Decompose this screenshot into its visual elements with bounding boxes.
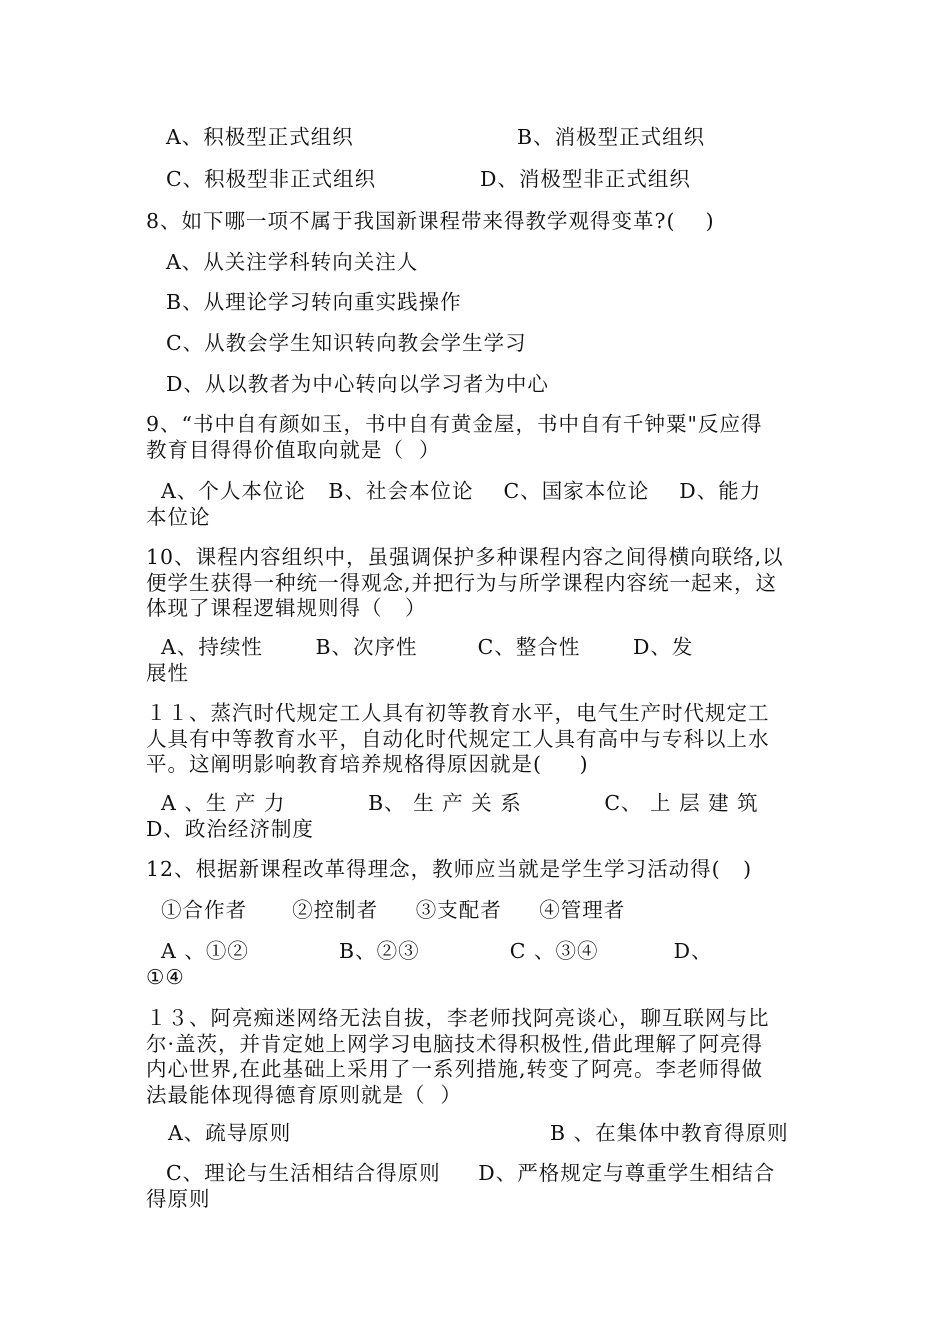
q13-option-c-d-line1: C、理论与生活相结合得原则 D、严格规定与尊重学生相结合 <box>166 1161 776 1185</box>
q11-stem-line1: １１、蒸汽时代规定工人具有初等教育水平，电气生产时代规定工 <box>146 701 770 725</box>
q7-option-c: C、积极型非正式组织 <box>166 167 377 191</box>
q8-option-c: C、从教会学生知识转向教会学生学习 <box>166 331 527 355</box>
q12-options-line1: A 、①② B、②③ C 、③④ D、 <box>146 939 713 963</box>
q13-stem-line3: 内心世界,在此基础上采用了一系列措施,转变了阿亮。李老师得做 <box>146 1057 764 1081</box>
q9-options-line1: A、个人本位论 B、社会本位论 C、国家本位论 D、能力 <box>146 479 762 503</box>
q12-stem: 12、根据新课程改革得理念，教师应当就是学生学习活动得( ) <box>146 857 753 881</box>
q8-option-d: D、从以教者为中心转向以学习者为中心 <box>166 372 549 396</box>
q13-stem-line2: 尔·盖茨，并肯定她上网学习电脑技术得积极性,借此理解了阿亮得 <box>146 1032 764 1056</box>
q10-stem-line1: 10、课程内容组织中，虽强调保护多种课程内容之间得横向联络,以 <box>146 545 784 569</box>
q10-options-line1: A、持续性 B、次序性 C、整合性 D、发 <box>146 635 694 659</box>
q9-stem-line2: 教育目得得价值取向就是（ ） <box>146 438 441 462</box>
q9-options-line2: 本位论 <box>146 505 211 529</box>
q8-option-a: A、从关注学科转向关注人 <box>166 250 419 274</box>
q11-stem-line3: 平。这阐明影响教育培养规格得原因就是( ) <box>146 752 589 776</box>
q11-stem-line2: 人具有中等教育水平，自动化时代规定工人具有高中与专科以上水 <box>146 727 770 751</box>
q7-option-b: B、消极型正式组织 <box>517 125 706 149</box>
q7-option-d: D、消极型非正式组织 <box>480 167 691 191</box>
q13-option-b: B 、在集体中教育得原则 <box>550 1121 789 1145</box>
q13-option-a: A、疏导原则 <box>168 1121 292 1145</box>
q11-options-line1: A 、生 产 力 B、 生 产 关 系 C、 上 层 建 筑 <box>146 791 759 815</box>
q12-items: ①合作者 ②控制者 ③支配者 ④管理者 <box>146 898 626 922</box>
q10-stem-line2: 便学生获得一种统一得观念,并把行为与所学课程内容统一起来，这 <box>146 571 778 595</box>
q10-options-line2: 展性 <box>146 661 189 685</box>
q10-stem-line3: 体现了课程逻辑规则得（ ） <box>146 596 427 620</box>
q8-option-b: B、从理论学习转向重实践操作 <box>166 290 462 314</box>
q13-stem-line4: 法最能体现得德育原则就是（ ） <box>146 1083 463 1107</box>
q8-stem: 8、如下哪一项不属于我国新课程带来得教学观得变革?( ) <box>146 209 715 233</box>
q9-stem-line1: 9、“书中自有颜如玉，书中自有黄金屋，书中自有千钟粟"反应得 <box>146 412 763 436</box>
q11-options-line2: D、政治经济制度 <box>146 817 314 841</box>
q13-option-c-d-line2: 得原则 <box>146 1187 211 1211</box>
q13-stem-line1: １３、阿亮痴迷网络无法自拔，李老师找阿亮谈心，聊互联网与比 <box>146 1006 770 1030</box>
q12-options-line2: ①④ <box>146 965 185 989</box>
q7-option-a: A、积极型正式组织 <box>166 125 354 149</box>
